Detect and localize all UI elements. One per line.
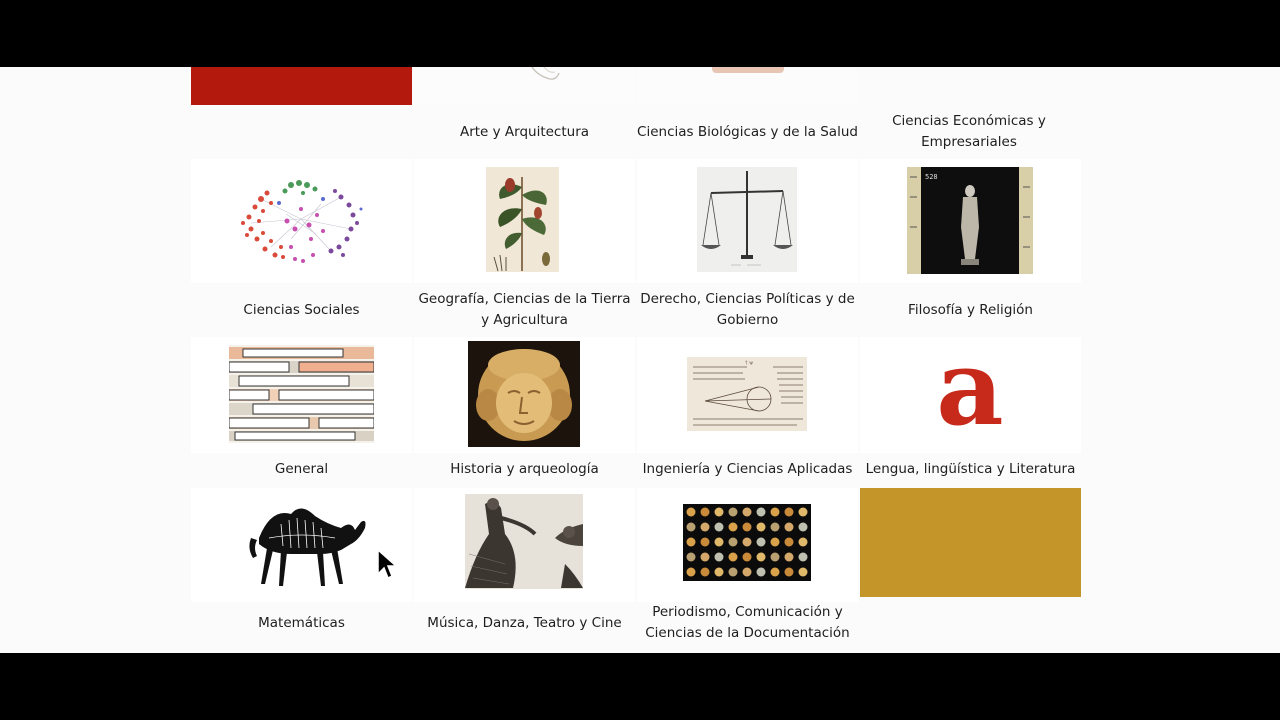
general-tile[interactable] [191,337,412,453]
red-category-tile[interactable] [191,67,412,105]
coin [715,568,724,577]
category-label-journalism[interactable]: Periodismo, Comunicación y Ciencias de la Documentación [645,604,850,641]
mouse-cursor-icon [376,548,398,580]
philosophy-religion-tile[interactable] [860,159,1081,283]
coin [799,508,808,517]
coin [687,523,696,532]
coin [729,508,738,517]
coin [771,568,780,577]
category-label-philosophy-religion[interactable]: Filosofía y Religión [908,301,1033,318]
coin [715,508,724,517]
coin [757,553,766,562]
art-sketch-fragment-icon [414,67,635,105]
coin [729,553,738,562]
biology-image-fragment [712,67,784,73]
biological-sciences-tile[interactable] [637,67,858,105]
coin [785,553,794,562]
coin [729,523,738,532]
mathematics-tile[interactable] [191,488,412,602]
category-label-general[interactable]: General [274,461,329,477]
category-label-social-sciences[interactable]: Ciencias Sociales [243,301,360,318]
gothic-letter-a-image [928,343,1012,443]
coin [771,553,780,562]
coin [715,553,724,562]
coins-image [637,488,858,602]
coin [743,538,752,547]
coin [799,553,808,562]
coin [785,538,794,547]
coin [701,538,710,547]
category-grid-page [0,67,1280,653]
coin [701,523,710,532]
coin [701,553,710,562]
music-dance-tile[interactable] [414,488,635,602]
category-label-engineering[interactable]: Ingeniería y Ciencias Aplicadas [642,461,853,477]
coin [715,523,724,532]
gold-category-tile[interactable] [860,488,1081,597]
category-label-biological-sciences[interactable]: Ciencias Biológicas y de la Salud [637,123,858,140]
coin [701,568,710,577]
coin [687,508,696,517]
svg-text:† ψ: † ψ [745,360,754,366]
coin [701,508,710,517]
coin [687,553,696,562]
clay-head-image [468,341,580,447]
coin [729,538,738,547]
manuscript-diagram-image [687,357,807,431]
coin [799,538,808,547]
journalism-tile[interactable] [637,488,858,602]
book-stack-image [229,345,374,443]
coin [757,568,766,577]
coin [785,508,794,517]
category-label-music-dance[interactable]: Música, Danza, Teatro y Cine [427,614,622,631]
art-architecture-tile[interactable] [414,67,635,105]
social-sciences-tile[interactable] [191,159,412,283]
svg-text:528: 528 [925,173,938,181]
geography-tile[interactable] [414,159,635,283]
history-archaeology-tile[interactable] [414,337,635,453]
coin [743,568,752,577]
coin [799,568,808,577]
coin [729,568,738,577]
law-politics-tile[interactable] [637,159,858,283]
coin [743,508,752,517]
camel-skeleton-image [191,488,412,602]
coin [785,523,794,532]
category-label-mathematics[interactable]: Matemáticas [258,614,345,631]
coin [785,568,794,577]
category-label-law-politics[interactable]: Derecho, Ciencias Políticas y de Gobierno [640,291,855,328]
coin [771,508,780,517]
coin [743,553,752,562]
botanical-plant-image [486,167,559,272]
coin [687,538,696,547]
network-graph-image [191,159,412,283]
coin [757,538,766,547]
statue-slide-image [907,167,1033,274]
coin [715,538,724,547]
coin [757,508,766,517]
category-label-language-literature[interactable]: Lengua, lingüística y Literatura [865,461,1076,477]
coin [771,538,780,547]
coin [757,523,766,532]
coin [771,523,780,532]
language-literature-tile[interactable] [860,337,1081,453]
coin [743,523,752,532]
coin [799,523,808,532]
category-label-geography[interactable]: Geografía, Ciencias de la Tierra y Agricultura [418,291,631,328]
category-label-history-archaeology[interactable]: Historia y arqueología [450,461,599,477]
scales-image [697,167,797,272]
coin [687,568,696,577]
category-label-economics[interactable]: Ciencias Económicas y Empresariales [892,113,1046,150]
category-label-art-architecture[interactable]: Arte y Arquitectura [459,123,590,140]
dancers-engraving-image [465,494,583,589]
gothic-letter-glyph: a [936,343,1004,443]
engineering-tile[interactable] [637,337,858,453]
